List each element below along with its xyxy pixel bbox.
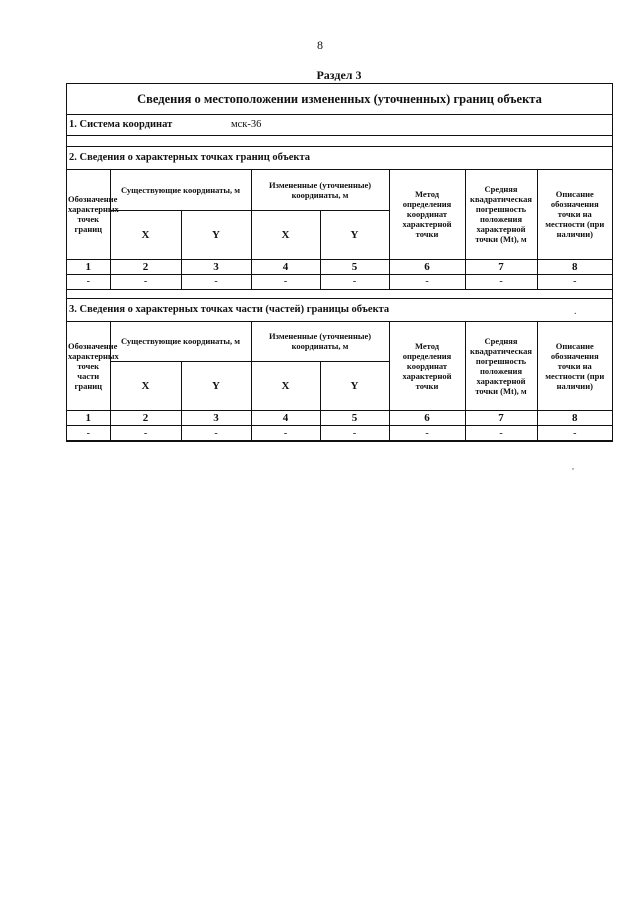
- block3-col-changed: Измененные (уточненные) координаты, м: [251, 322, 389, 362]
- block2-col-changed: Измененные (уточненные) координаты, м: [251, 170, 389, 210]
- block3-cell: -: [537, 426, 612, 441]
- block3-existing-x: X: [110, 362, 181, 411]
- block2-col-method: Метод определения координат характерной точки: [389, 170, 465, 259]
- block2-existing-x: X: [110, 210, 181, 259]
- block3-cell: -: [320, 426, 389, 441]
- block2-col-point: Обозначение характерных точек границ: [67, 170, 110, 259]
- block3-col-error: Средняя квадратическая погрешность положения характерной точки (Mt), м: [465, 322, 537, 411]
- block2-col-number: 5: [320, 259, 389, 274]
- block3-data-row: [67, 426, 612, 441]
- block2-col-number: 7: [465, 259, 537, 274]
- block3-cell: -: [181, 426, 251, 441]
- block3-col-number: 5: [320, 411, 389, 426]
- block3-changed-x: X: [251, 362, 320, 411]
- block3-cell: -: [465, 426, 537, 441]
- block3-col-number: 8: [537, 411, 612, 426]
- block2-col-number: 2: [110, 259, 181, 274]
- block2-col-desc: Описание обозначения точки на местности (при наличии): [537, 170, 612, 259]
- block2-cell: -: [251, 274, 320, 289]
- gap-row: [67, 290, 612, 298]
- section-title: Раздел 3: [316, 68, 362, 82]
- block3-changed-y: Y: [320, 362, 389, 411]
- block2-changed-y: Y: [320, 210, 389, 259]
- block3-table: [67, 322, 612, 442]
- block2-cell: -: [465, 274, 537, 289]
- block3-col-number: 4: [251, 411, 320, 426]
- block3-col-point: Обозначение характерных точек части границ: [67, 322, 110, 411]
- block3-cell: -: [251, 426, 320, 441]
- block3-existing-y: Y: [181, 362, 251, 411]
- block2-col-number: 6: [389, 259, 465, 274]
- block2-col-error: Средняя квадратическая погрешность положения характерной точки (Mt), м: [465, 170, 537, 259]
- block3-cell: -: [389, 426, 465, 441]
- block2-col-number: 3: [181, 259, 251, 274]
- block3-col-number: 6: [389, 411, 465, 426]
- block2-number-row: [67, 259, 612, 274]
- block2-cell: -: [181, 274, 251, 289]
- section-document: [66, 83, 613, 442]
- page-number: 8: [317, 38, 323, 52]
- block3-col-desc: Описание обозначения точки на местности (при наличии): [537, 322, 612, 411]
- block3-cell: -: [67, 426, 110, 441]
- block2-col-existing: Существующие координаты, м: [110, 170, 251, 210]
- block2-cell: -: [537, 274, 612, 289]
- coordinate-system-label: 1. Система координат: [69, 119, 173, 130]
- block2-cell: -: [320, 274, 389, 289]
- block3-col-number: 3: [181, 411, 251, 426]
- coordinate-system-row: [67, 115, 612, 136]
- block2-col-number: 8: [537, 259, 612, 274]
- block3-number-row: [67, 411, 612, 426]
- block3-col-existing: Существующие координаты, м: [110, 322, 251, 362]
- block3-col-method: Метод определения координат характерной точки: [389, 322, 465, 411]
- block2-cell: -: [110, 274, 181, 289]
- block2-changed-x: X: [251, 210, 320, 259]
- block3-col-number: 1: [67, 411, 110, 426]
- scan-dot-mark: .: [574, 306, 577, 317]
- document-heading: Сведения о местоположении измененных (уточненных) границ объекта: [67, 84, 612, 115]
- scan-dot-mark: ,: [572, 462, 574, 471]
- block2-data-row: [67, 274, 612, 289]
- block2-title: 2. Сведения о характерных точках границ объекта: [67, 147, 612, 170]
- block2-col-number: 1: [67, 259, 110, 274]
- block2-table: [67, 170, 612, 290]
- block2-cell: -: [67, 274, 110, 289]
- block3-col-number: 2: [110, 411, 181, 426]
- block3-cell: -: [110, 426, 181, 441]
- block2-col-number: 4: [251, 259, 320, 274]
- coordinate-system-value: мск-36: [231, 119, 262, 130]
- block2-existing-y: Y: [181, 210, 251, 259]
- block2-cell: -: [389, 274, 465, 289]
- block3-title: 3. Сведения о характерных точках части (частей) границы объекта: [67, 298, 612, 322]
- block3-col-number: 7: [465, 411, 537, 426]
- spacer-row: [67, 136, 612, 147]
